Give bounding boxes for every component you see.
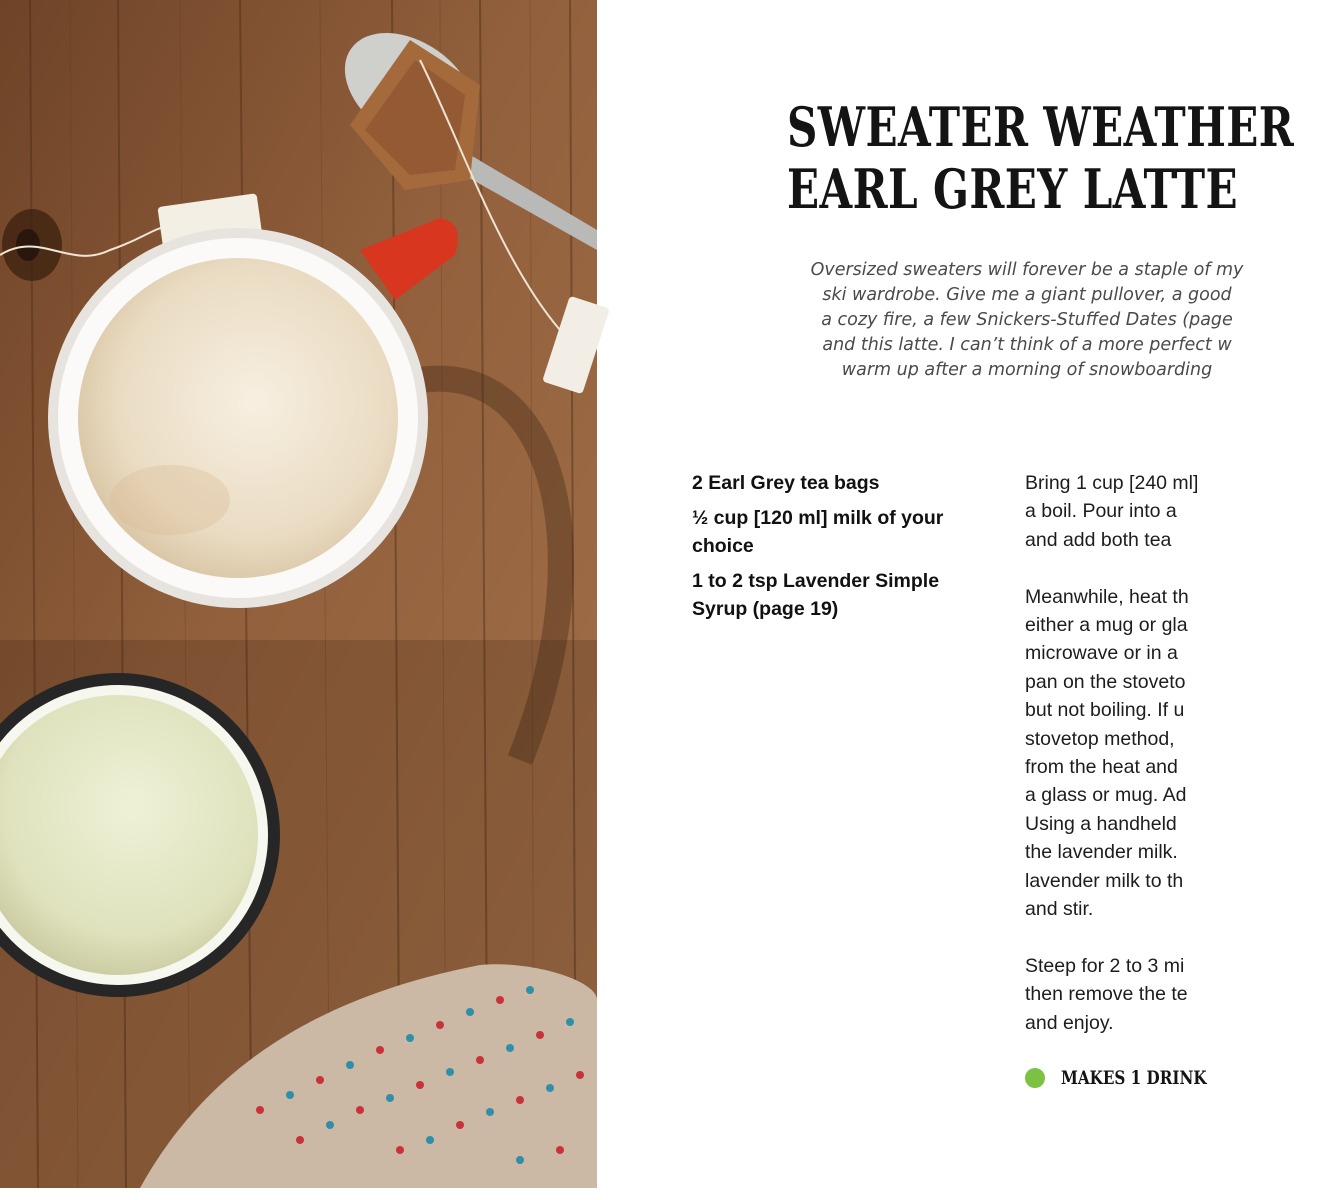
intro-line: ski wardrobe. Give me a giant pullover, a good [822, 285, 1232, 305]
method-line: but not boiling. If u [1025, 699, 1185, 722]
method-line: either a mug or gla [1025, 614, 1188, 637]
ingredient-item: ½ cup [120 ml] milk of your choice [692, 507, 944, 557]
method-steps [1025, 469, 1265, 1065]
method-line: from the heat and [1025, 756, 1178, 779]
method-paragraph [1025, 583, 1265, 924]
intro-line: a cozy fire, a few Snickers-Stuffed Dates (page [821, 310, 1233, 330]
method-line: stovetop method, [1025, 727, 1175, 750]
ingredient-item: 2 Earl Grey tea bags [692, 472, 880, 494]
method-line: and add both tea [1025, 528, 1172, 551]
method-paragraph [1025, 469, 1265, 554]
intro-line: Oversized sweaters will forever be a staple of my [810, 260, 1244, 280]
method-line: and enjoy. [1025, 1011, 1114, 1034]
recipe-photo [0, 0, 597, 1188]
method-line: a boil. Pour into a [1025, 500, 1177, 523]
method-line: lavender milk to th [1025, 869, 1184, 892]
ingredients-list [692, 469, 972, 630]
intro-line: and this latte. I can’t think of a more perfect w [822, 335, 1232, 355]
recipe-title-line: SWEATER WEATHER [787, 95, 1295, 159]
recipe-text-page [597, 0, 1295, 1200]
recipe-title-line: EARL GREY LATTE [787, 157, 1239, 221]
method-line: then remove the te [1025, 983, 1188, 1006]
method-line: Meanwhile, heat th [1025, 585, 1189, 608]
method-line: the lavender milk. [1025, 841, 1178, 864]
method-line: and stir. [1025, 898, 1094, 921]
method-paragraph [1025, 952, 1265, 1037]
method-line: pan on the stoveto [1025, 670, 1186, 693]
ingredient-item: 1 to 2 tsp Lavender Simple Syrup (page 19) [692, 570, 940, 620]
method-line: Steep for 2 to 3 mi [1025, 954, 1185, 977]
method-line: Bring 1 cup [240 ml] [1025, 472, 1199, 494]
recipe-intro [717, 258, 1337, 383]
recipe-title [787, 95, 1295, 221]
yield-text: MAKES 1 DRINK [1061, 1067, 1207, 1089]
method-line: Using a handheld [1025, 812, 1177, 835]
yield-line [1025, 1066, 1243, 1090]
yield-dot-icon [1025, 1068, 1045, 1088]
method-line: a glass or mug. Ad [1025, 784, 1187, 807]
intro-line: warm up after a morning of snowboarding [841, 360, 1213, 380]
method-line: microwave or in a [1025, 642, 1178, 665]
